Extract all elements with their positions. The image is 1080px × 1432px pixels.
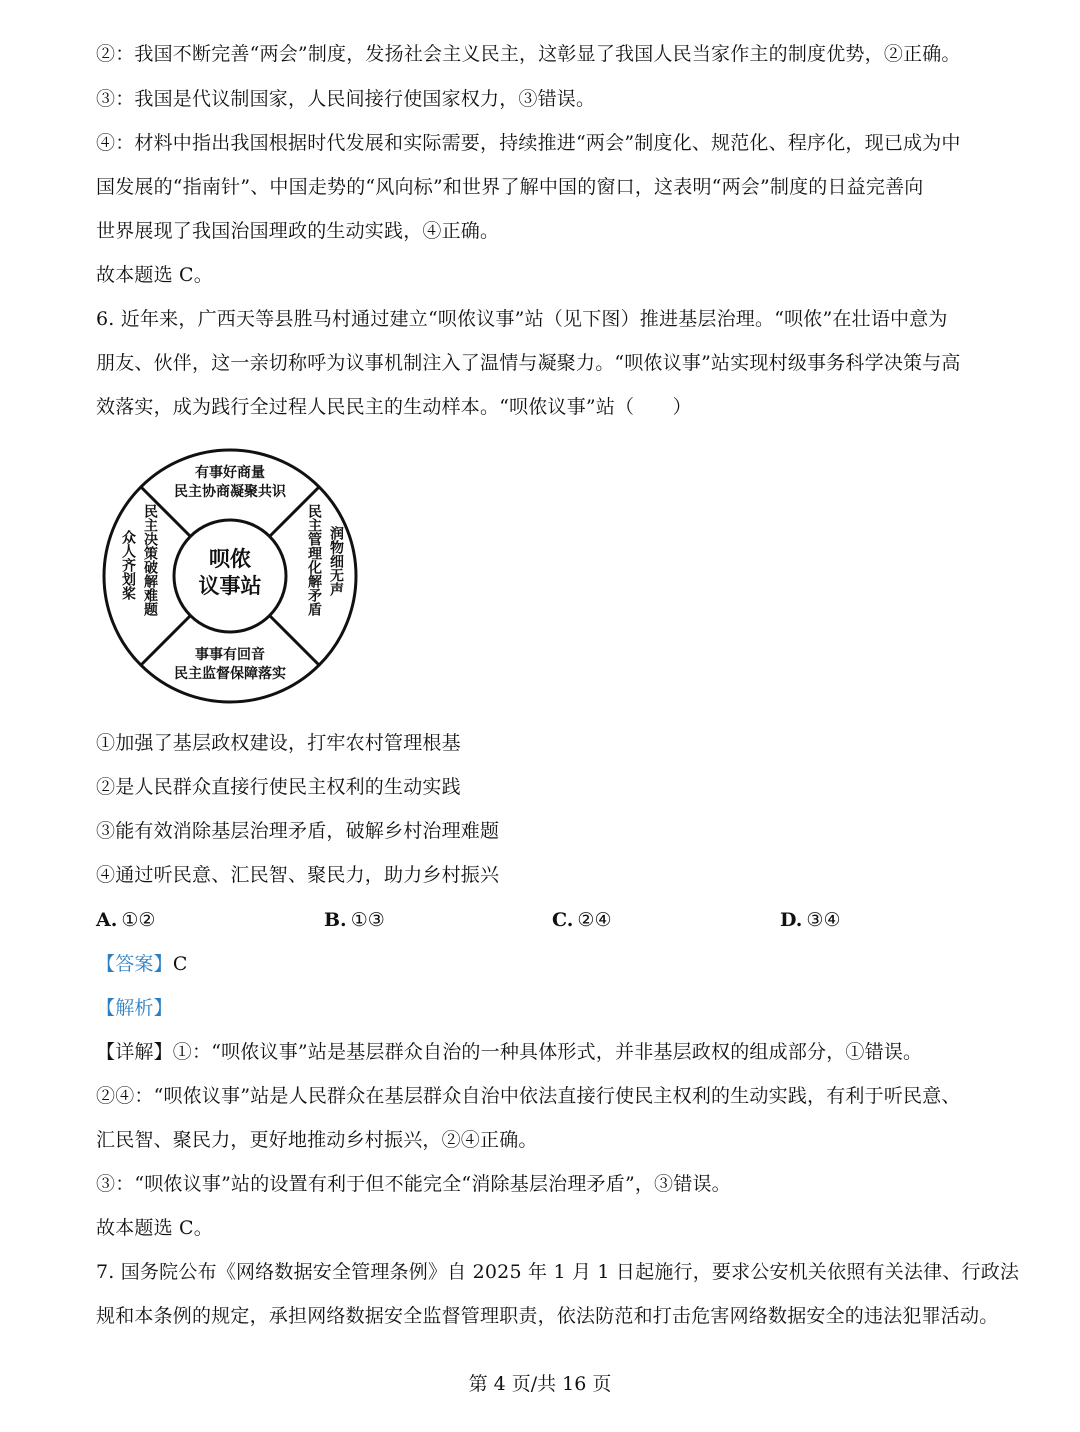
option-a: A. ①② [96, 909, 156, 931]
beinong-diagram [102, 446, 358, 706]
page-number: 第 4 页/共 16 页 [468, 1373, 612, 1395]
analysis-line-4b: 国发展的“指南针”、中国走势的“风向标”和世界了解中国的窗口，这表明“两会”制度的日益完善向 [96, 176, 924, 198]
option-c: C. ②④ [552, 909, 612, 931]
analysis-line-2: ②：我国不断完善“两会”制度，发扬社会主义民主，这彰显了我国人民当家作主的制度优势，②正确。 [96, 43, 961, 65]
q6-stem-line-2: 朋友、伙伴，这一亲切称呼为议事机制注入了温情与凝聚力。“呗侬议事”站实现村级事务科学决策与高 [96, 352, 961, 374]
q6-stem-line-3: 效落实，成为践行全过程人民民主的生动样本。“呗侬议事”站（ ） [96, 396, 692, 418]
analysis-line-4c: 世界展现了我国治国理政的生动实践，④正确。 [96, 220, 500, 242]
detail-line-2: ②④：“呗侬议事”站是人民群众在基层群众自治中依法直接行使民主权利的生动实践，有利于听民意、 [96, 1085, 961, 1107]
detail-line-5: 故本题选 C。 [96, 1217, 213, 1239]
detail-line-4: ③：“呗侬议事”站的设置有利于但不能完全“消除基层治理矛盾”，③错误。 [96, 1173, 731, 1195]
statement-3: ③能有效消除基层治理矛盾，破解乡村治理难题 [96, 820, 500, 842]
top-label-1: 有事好商量 [195, 465, 265, 481]
center-label-2: 议事站 [198, 573, 262, 598]
statement-2: ②是人民群众直接行使民主权利的生动实践 [96, 776, 461, 798]
right-label-outer: 润物细无声 [328, 526, 344, 596]
center-label-1: 呗侬 [209, 546, 251, 571]
top-label-2: 民主协商凝聚共识 [174, 484, 286, 500]
answer-line [96, 952, 188, 976]
q7-stem-line-1: 7. 国务院公布《网络数据安全管理条例》自 2025 年 1 月 1 日起施行，要求公安机关依照有关法律、行政法 [96, 1261, 1020, 1283]
conclusion-line: 故本题选 C。 [96, 264, 213, 286]
q7-stem-line-2: 规和本条例的规定，承担网络数据安全监督管理职责，依法防范和打击危害网络数据安全的违法犯罪活动。 [96, 1305, 999, 1327]
answer-value: C [172, 953, 188, 975]
detail-line-3: 汇民智、聚民力，更好地推动乡村振兴，②④正确。 [96, 1129, 538, 1151]
q6-stem-line-1: 6. 近年来，广西天等县胜马村通过建立“呗侬议事”站（见下图）推进基层治理。“呗侬”在壮语中意为 [96, 308, 948, 330]
bottom-label-1: 事事有回音 [195, 647, 265, 663]
option-d: D. ③④ [780, 909, 841, 931]
answer-tag: 【答案】 [96, 953, 173, 975]
option-b: B. ①③ [324, 909, 385, 931]
analysis-line-3: ③：我国是代议制国家，人民间接行使国家权力，③错误。 [96, 88, 596, 110]
detail-line-1: 【详解】①：“呗侬议事”站是基层群众自治的一种具体形式，并非基层政权的组成部分，①错误。 [96, 1041, 923, 1063]
analysis-line-4a: ④：材料中指出我国根据时代发展和实际需要，持续推进“两会”制度化、规范化、程序化，现已成为中 [96, 132, 961, 154]
right-label-inner: 民主管理化解矛盾 [306, 504, 322, 616]
statement-1: ①加强了基层政权建设，打牢农村管理根基 [96, 732, 461, 754]
left-label-inner: 民主决策破解难题 [142, 504, 158, 616]
analysis-tag: 【解析】 [96, 997, 173, 1019]
bottom-label-2: 民主监督保障落实 [174, 666, 286, 682]
statement-4: ④通过听民意、汇民智、聚民力，助力乡村振兴 [96, 864, 500, 886]
left-label-outer: 众人齐划桨 [120, 530, 136, 600]
